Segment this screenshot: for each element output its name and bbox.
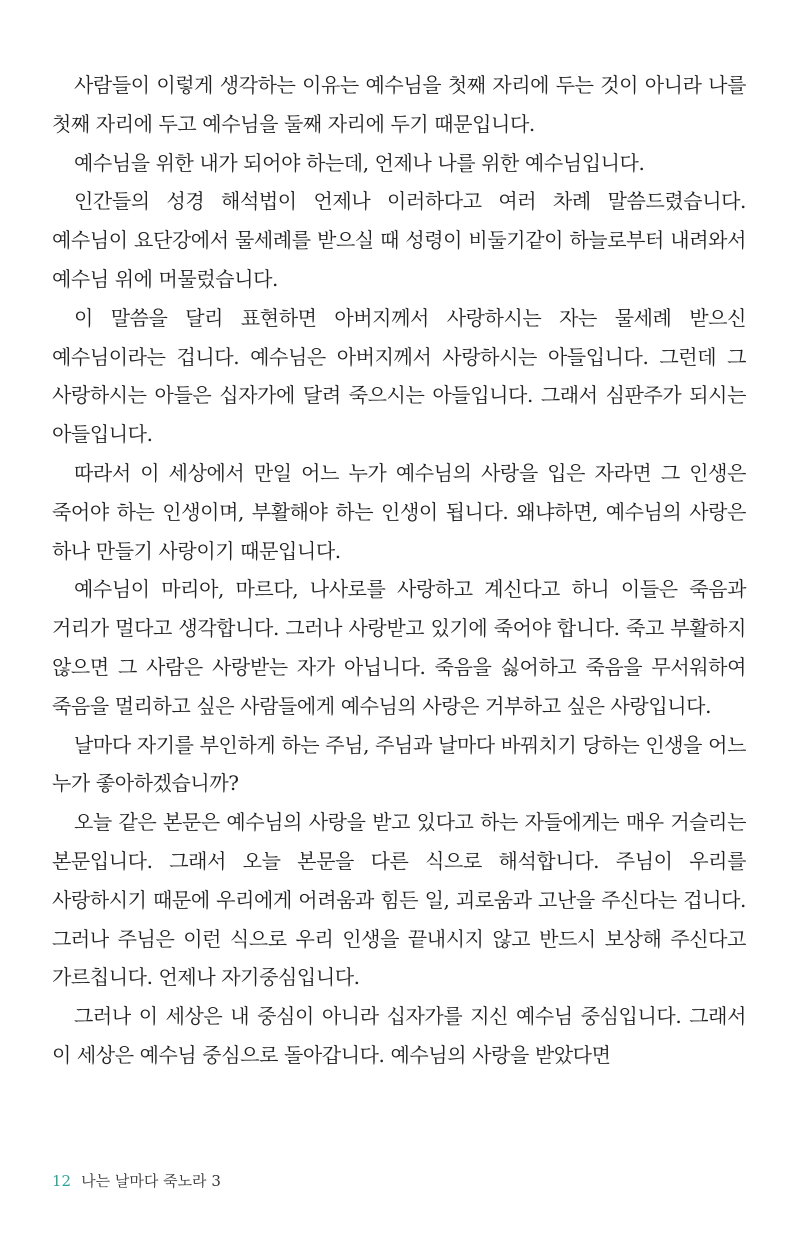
page-footer [52, 1171, 221, 1191]
book-title: 나는 날마다 죽노라 3 [81, 1172, 221, 1190]
page-number: 12 [52, 1172, 72, 1190]
paragraph: 사람들이 이렇게 생각하는 이유는 예수님을 첫째 자리에 두는 것이 아니라 나를 첫째 자리에 두고 예수님을 둘째 자리에 두기 때문입니다. [52, 73, 746, 136]
paragraph: 예수님이 마리아, 마르다, 나사로를 사랑하고 계신다고 하니 이들은 죽음과 거리가 멀다고 생각합니다. 그러나 사랑받고 있기에 죽어야 합니다. 죽고 부활하지 않으면 그 사람은 사랑받는 자가 아닙니다. 죽음을 싫어하고 죽음을 무서워하여 죽음을 멀리하고 싶은 사람들에게 예수님의 사랑은 거부하고 싶은 사랑입니다. [52, 577, 746, 718]
paragraph: 예수님을 위한 내가 되어야 하는데, 언제나 나를 위한 예수님입니다. [74, 150, 645, 175]
paragraph: 오늘 같은 본문은 예수님의 사랑을 받고 있다고 하는 자들에게는 매우 거슬리는 본문입니다. 그래서 오늘 본문을 다른 식으로 해석합니다. 주님이 우리를 사랑하시기 때문에 우리에게 어려움과 힘든 일, 괴로움과 고난을 주신다는 겁니다. 그러나 주님은 이런 식으로 우리 인생을 끝내시지 않고 반드시 보상해 주신다고 가르칩니다. 언제나 자기중심입니다. [52, 810, 746, 990]
paragraph: 인간들의 성경 해석법이 언제나 이러하다고 여러 차례 말씀드렸습니다. 예수님이 요단강에서 물세례를 받으실 때 성령이 비둘기같이 하늘로부터 내려와서 예수님 위에 머물렀습니다. [52, 189, 746, 291]
paragraph: 그러나 이 세상은 내 중심이 아니라 십자가를 지신 예수님 중심입니다. 그래서 이 세상은 예수님 중심으로 돌아갑니다. 예수님의 사랑을 받았다면 [52, 1004, 746, 1067]
paragraph: 따라서 이 세상에서 만일 어느 누가 예수님의 사랑을 입은 자라면 그 인생은 죽어야 하는 인생이며, 부활해야 하는 인생이 됩니다. 왜냐하면, 예수님의 사랑은 하나 만들기 사랑이기 때문입니다. [52, 460, 746, 563]
paragraph: 날마다 자기를 부인하게 하는 주님, 주님과 날마다 바꿔치기 당하는 인생을 어느 누가 좋아하겠습니까? [52, 732, 746, 796]
paragraph: 이 말씀을 달리 표현하면 아버지께서 사랑하시는 자는 물세례 받으신 예수님이라는 겁니다. 예수님은 아버지께서 사랑하시는 아들입니다. 그런데 그 사랑하시는 아들은 십자가에 달려 죽으시는 아들입니다. 그래서 심판주가 되시는 아들입니다. [52, 305, 746, 447]
page-body [52, 66, 746, 1075]
